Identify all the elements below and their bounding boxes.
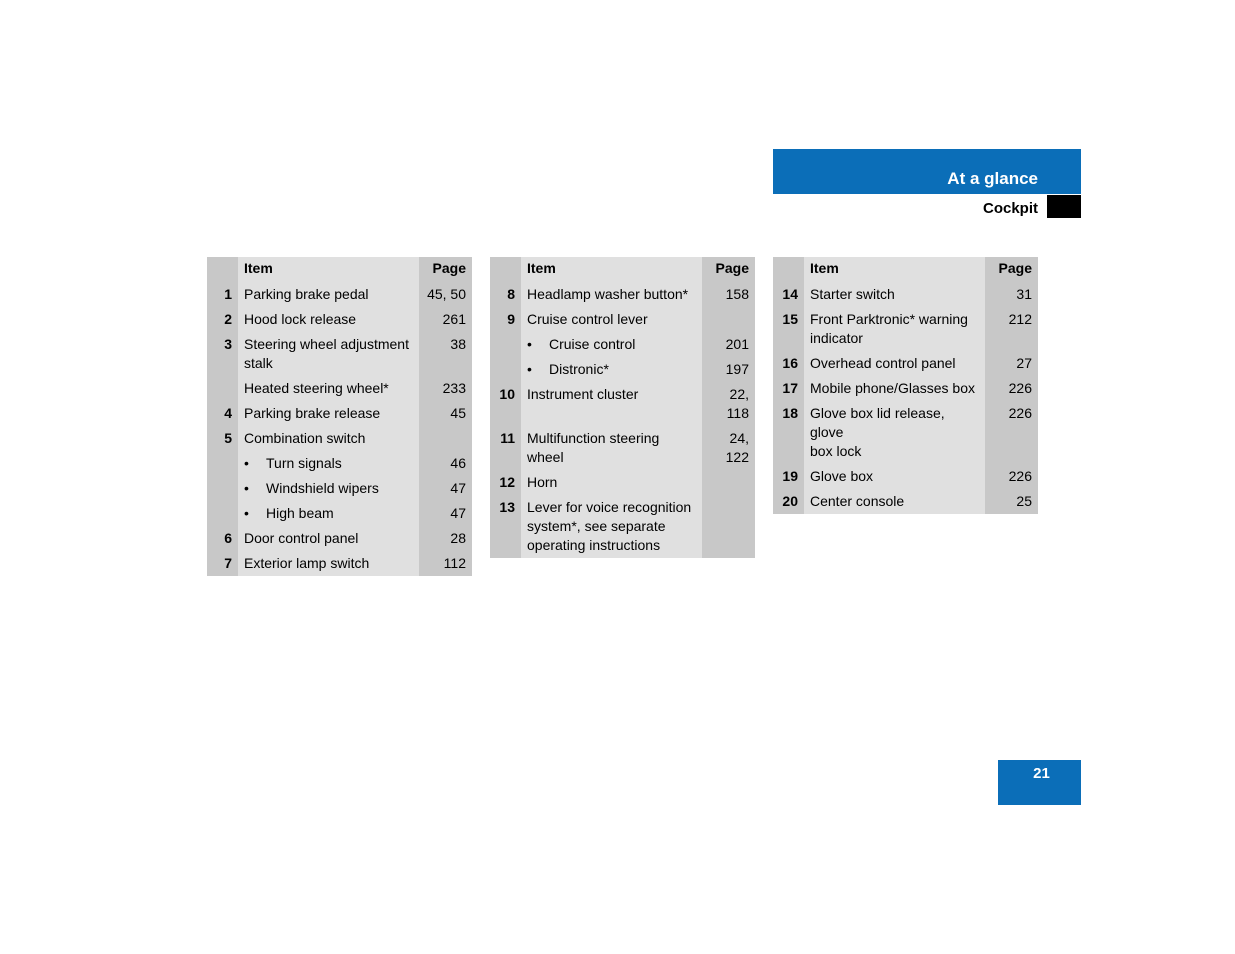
row-number: 15 [773, 307, 804, 351]
row-number: 2 [207, 307, 238, 332]
table-row [490, 426, 755, 470]
item-label: Windshield wipers [266, 480, 379, 496]
row-number: 8 [490, 282, 521, 307]
item-label: High beam [266, 505, 334, 521]
row-item [804, 307, 985, 351]
row-page: 226 [985, 401, 1038, 464]
row-page: 197 [702, 357, 755, 382]
table-row [490, 307, 755, 332]
row-number [207, 451, 238, 476]
row-item [238, 526, 419, 551]
row-item [521, 495, 702, 558]
header-number [207, 257, 238, 282]
row-item [521, 307, 702, 332]
row-item [521, 332, 702, 357]
row-number: 20 [773, 489, 804, 514]
row-item [804, 464, 985, 489]
table-row [773, 351, 1038, 376]
item-label: Turn signals [266, 455, 342, 471]
table-row [773, 376, 1038, 401]
item-label: Center console [810, 493, 905, 509]
page-number: 21 [998, 760, 1081, 805]
header-page: Page [702, 257, 755, 282]
row-page: 261 [419, 307, 472, 332]
item-label: Cruise control [549, 336, 636, 352]
item-label: Combination switch [244, 430, 366, 446]
table-row [207, 282, 472, 307]
row-item [804, 351, 985, 376]
bullet-icon: • [244, 480, 249, 496]
row-number: 4 [207, 401, 238, 426]
section-header [773, 149, 1081, 194]
item-label: Exterior lamp switch [244, 555, 370, 571]
item-label: Headlamp washer button* [527, 286, 689, 302]
row-page [702, 470, 755, 495]
item-label: Door control panel [244, 530, 359, 546]
subsection-marker [1047, 195, 1081, 218]
subsection-row [773, 195, 1081, 218]
row-number: 3 [207, 332, 238, 376]
row-item [238, 476, 419, 501]
table-row [490, 495, 755, 558]
item-label: Hood lock release [244, 311, 357, 327]
header-number [490, 257, 521, 282]
row-page: 24, 122 [702, 426, 755, 470]
row-page: 233 [419, 376, 472, 401]
row-page: 212 [985, 307, 1038, 351]
table-row [207, 376, 472, 401]
table-row [207, 476, 472, 501]
item-label: Glove box [810, 468, 874, 484]
table-row [490, 470, 755, 495]
row-number: 5 [207, 426, 238, 451]
index-table-3 [773, 257, 1038, 514]
table-row [207, 401, 472, 426]
table-row [490, 357, 755, 382]
header-number [773, 257, 804, 282]
table-row [490, 282, 755, 307]
row-number [490, 332, 521, 357]
row-page: 45, 50 [419, 282, 472, 307]
bullet-icon: • [244, 455, 249, 471]
header-item: Item [238, 257, 419, 282]
index-table-1 [207, 257, 472, 576]
row-page: 22, 118 [702, 382, 755, 426]
row-number: 7 [207, 551, 238, 576]
row-page: 226 [985, 464, 1038, 489]
row-number: 17 [773, 376, 804, 401]
row-page: 47 [419, 476, 472, 501]
row-number: 11 [490, 426, 521, 470]
table-row [773, 464, 1038, 489]
row-item [238, 332, 419, 376]
row-item [521, 382, 702, 426]
table-row [207, 451, 472, 476]
row-page: 27 [985, 351, 1038, 376]
table-row [207, 426, 472, 451]
bullet-icon: • [527, 336, 532, 352]
row-number [490, 357, 521, 382]
row-number [207, 501, 238, 526]
row-number: 14 [773, 282, 804, 307]
table-row [773, 489, 1038, 514]
row-page: 38 [419, 332, 472, 376]
table-row [207, 307, 472, 332]
row-item [238, 551, 419, 576]
row-page: 45 [419, 401, 472, 426]
row-item [238, 501, 419, 526]
item-label: Cruise control lever [527, 311, 648, 327]
header-item: Item [804, 257, 985, 282]
header-page: Page [419, 257, 472, 282]
row-number: 18 [773, 401, 804, 464]
table-row [207, 332, 472, 376]
table-row [773, 282, 1038, 307]
table-row [207, 526, 472, 551]
item-label: Front Parktronic* warning indicator [810, 311, 968, 346]
row-item [238, 401, 419, 426]
row-item [238, 426, 419, 451]
row-number: 1 [207, 282, 238, 307]
subsection-title: Cockpit [982, 200, 1038, 217]
item-label: Starter switch [810, 286, 895, 302]
row-number: 16 [773, 351, 804, 376]
item-label: Horn [527, 474, 558, 490]
item-label: Parking brake pedal [244, 286, 369, 302]
row-item [804, 376, 985, 401]
bullet-icon: • [527, 361, 532, 377]
row-item [521, 357, 702, 382]
row-page: 28 [419, 526, 472, 551]
row-item [521, 426, 702, 470]
table-header [207, 257, 472, 282]
item-label: Distronic* [549, 361, 609, 377]
header-item: Item [521, 257, 702, 282]
row-page: 158 [702, 282, 755, 307]
table-row [207, 501, 472, 526]
row-item [238, 376, 419, 401]
row-page: 226 [985, 376, 1038, 401]
item-label: Instrument cluster [527, 386, 639, 402]
row-item [238, 282, 419, 307]
row-item [521, 470, 702, 495]
item-label: Lever for voice recognition system*, see separate operating instructions [527, 499, 692, 553]
item-label: Parking brake release [244, 405, 381, 421]
row-item [804, 489, 985, 514]
row-page: 112 [419, 551, 472, 576]
row-item [238, 451, 419, 476]
item-label: Mobile phone/Glasses box [810, 380, 975, 396]
table-header [773, 257, 1038, 282]
row-number [207, 476, 238, 501]
row-page [702, 307, 755, 332]
row-page: 46 [419, 451, 472, 476]
item-label: Steering wheel adjustment stalk [244, 336, 409, 371]
row-number: 19 [773, 464, 804, 489]
item-label: Overhead control panel [810, 355, 956, 371]
section-title: At a glance [947, 169, 1038, 188]
header-page: Page [985, 257, 1038, 282]
row-page: 25 [985, 489, 1038, 514]
row-item [804, 282, 985, 307]
row-number: 10 [490, 382, 521, 426]
table-row [490, 332, 755, 357]
row-page: 31 [985, 282, 1038, 307]
table-row [773, 401, 1038, 464]
index-table-2 [490, 257, 755, 558]
table-row [207, 551, 472, 576]
bullet-icon: • [244, 505, 249, 521]
row-page [419, 426, 472, 451]
row-number: 6 [207, 526, 238, 551]
table-row [490, 382, 755, 426]
table-row [773, 307, 1038, 351]
row-item [521, 282, 702, 307]
row-number: 12 [490, 470, 521, 495]
row-page [702, 495, 755, 558]
item-label: Glove box lid release, glove box lock [810, 405, 945, 459]
row-item [238, 307, 419, 332]
item-label: Heated steering wheel* [244, 380, 389, 396]
row-number: 9 [490, 307, 521, 332]
row-item [804, 401, 985, 464]
item-label: Multifunction steering wheel [527, 430, 660, 465]
row-page: 47 [419, 501, 472, 526]
row-page: 201 [702, 332, 755, 357]
table-header [490, 257, 755, 282]
row-number [207, 376, 238, 401]
row-number: 13 [490, 495, 521, 558]
